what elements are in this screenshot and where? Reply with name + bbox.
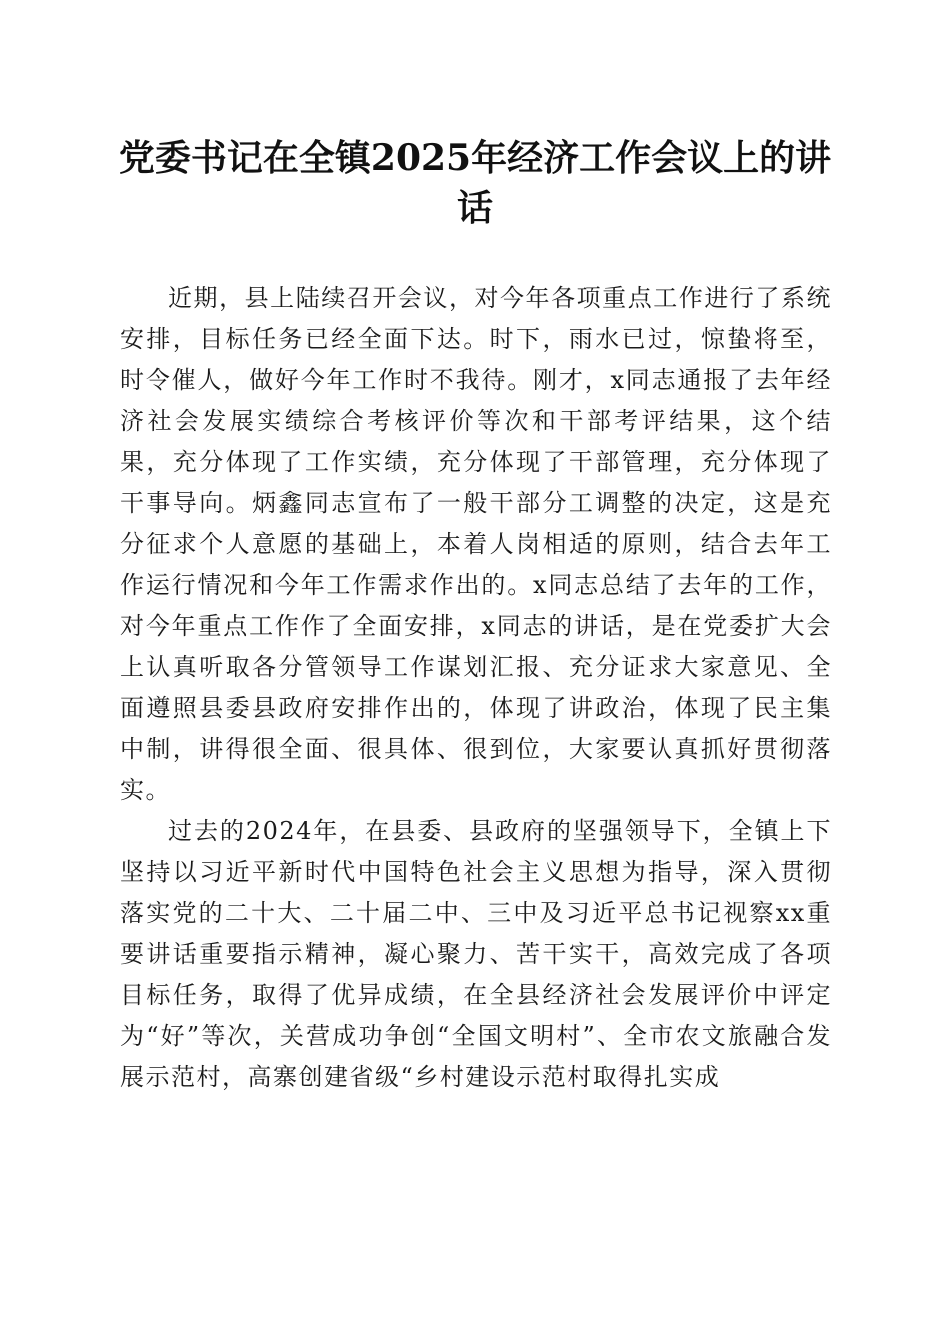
paragraph: 近期，县上陆续召开会议，对今年各项重点工作进行了系统安排，目标任务已经全面下达。时下，雨水已过，惊蛰将至，时令催人，做好今年工作时不我待。刚才，x同志通报了去年经济社会发展实绩综合考核评价等次和干部考评结果，这个结果，充分体现了工作实绩，充分体现了干部管理，充分体现了干事导向。炳鑫同志宣布了一般干部分工调整的决定，这是充分征求个人意愿的基础上，本着人岗相适的原则，结合去年工作运行情况和今年工作需求作出的。x同志总结了去年的工作，对今年重点工作作了全面安排，x同志的讲话，是在党委扩大会上认真听取各分管领导工作谋划汇报、充分证求大家意见、全面遵照县委县政府安排作出的，体现了讲政治，体现了民主集中制，讲得很全面、很具体、很到位，大家要认真抓好贯彻落实。 [120,284,832,804]
document-title: 党委书记在全镇2025年经济工作会议上的讲话 [118,137,832,229]
document-body [120,278,832,1098]
paragraph: 过去的2024年，在县委、县政府的坚强领导下，全镇上下坚持以习近平新时代中国特色社会主义思想为指导，深入贯彻落实党的二十大、二十届二中、三中及习近平总书记视察xx重要讲话重要指示精神，凝心聚力、苦干实干，高效完成了各项目标任务，取得了优异成绩，在全县经济社会发展评价中评定为“好”等次，关营成功争创“全国文明村”、全市农文旅融合发展示范村，高寨创建省级“乡村建设示范村取得扎实成 [120,817,832,1091]
